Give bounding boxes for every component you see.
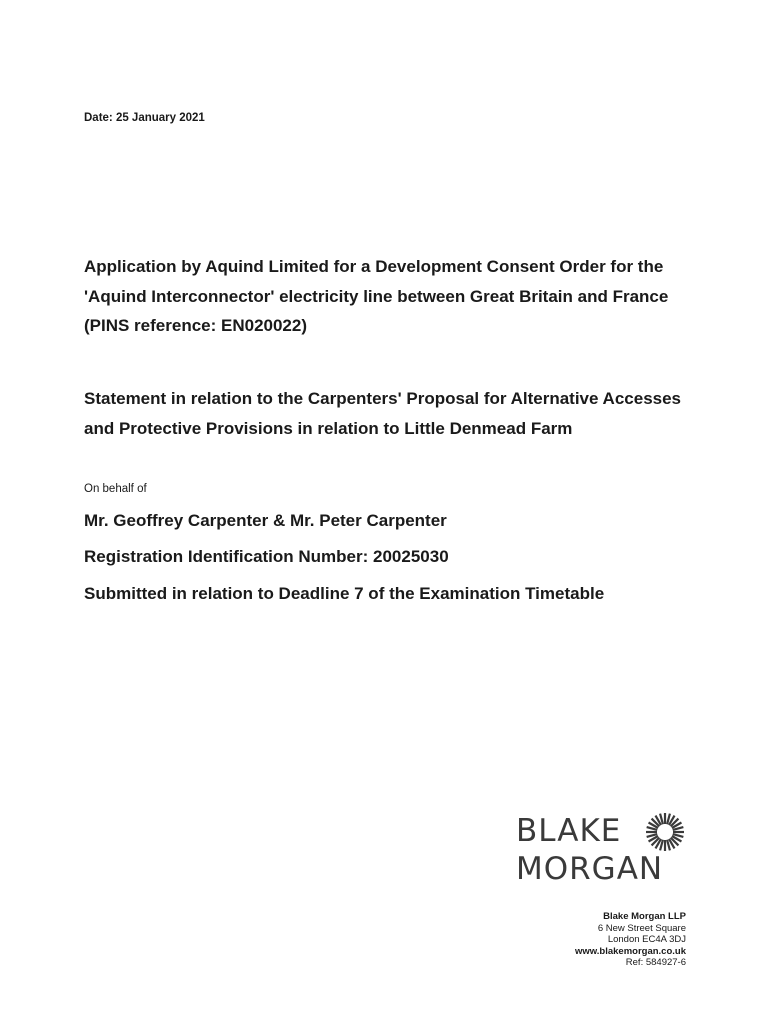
submission-deadline: Submitted in relation to Deadline 7 of the Examination Timetable (84, 584, 605, 603)
document-date: Date: 25 January 2021 (84, 112, 205, 124)
address-street: 6 New Street Square (597, 922, 686, 934)
on-behalf-of-label: On behalf of (84, 483, 147, 495)
statement-heading: Statement in relation to the Carpenters' Proposal for Alternative Accesses and Protective Provisions in relation to Little Denmead Farm (84, 389, 682, 438)
registration-number: Registration Identification Number: 20025030 (84, 547, 449, 566)
reference-number: Ref: 584927-6 (625, 957, 686, 969)
sunburst-icon (645, 812, 685, 852)
company-logo (516, 812, 686, 888)
firm-address (575, 911, 686, 969)
logo-word-blake: BLAKE (516, 813, 622, 849)
firm-website: www.blakemorgan.co.uk (574, 945, 686, 957)
document-title: Application by Aquind Limited for a Development Consent Order for the 'Aquind Interconnector' electricity line between Great Britain and France (PINS reference: EN020022) (84, 257, 669, 335)
firm-name: Blake Morgan LLP (603, 911, 686, 922)
logo-word-morgan: MORGAN (516, 851, 664, 887)
address-city: London EC4A 3DJ (607, 934, 686, 946)
client-names: Mr. Geoffrey Carpenter & Mr. Peter Carpenter (84, 511, 447, 530)
